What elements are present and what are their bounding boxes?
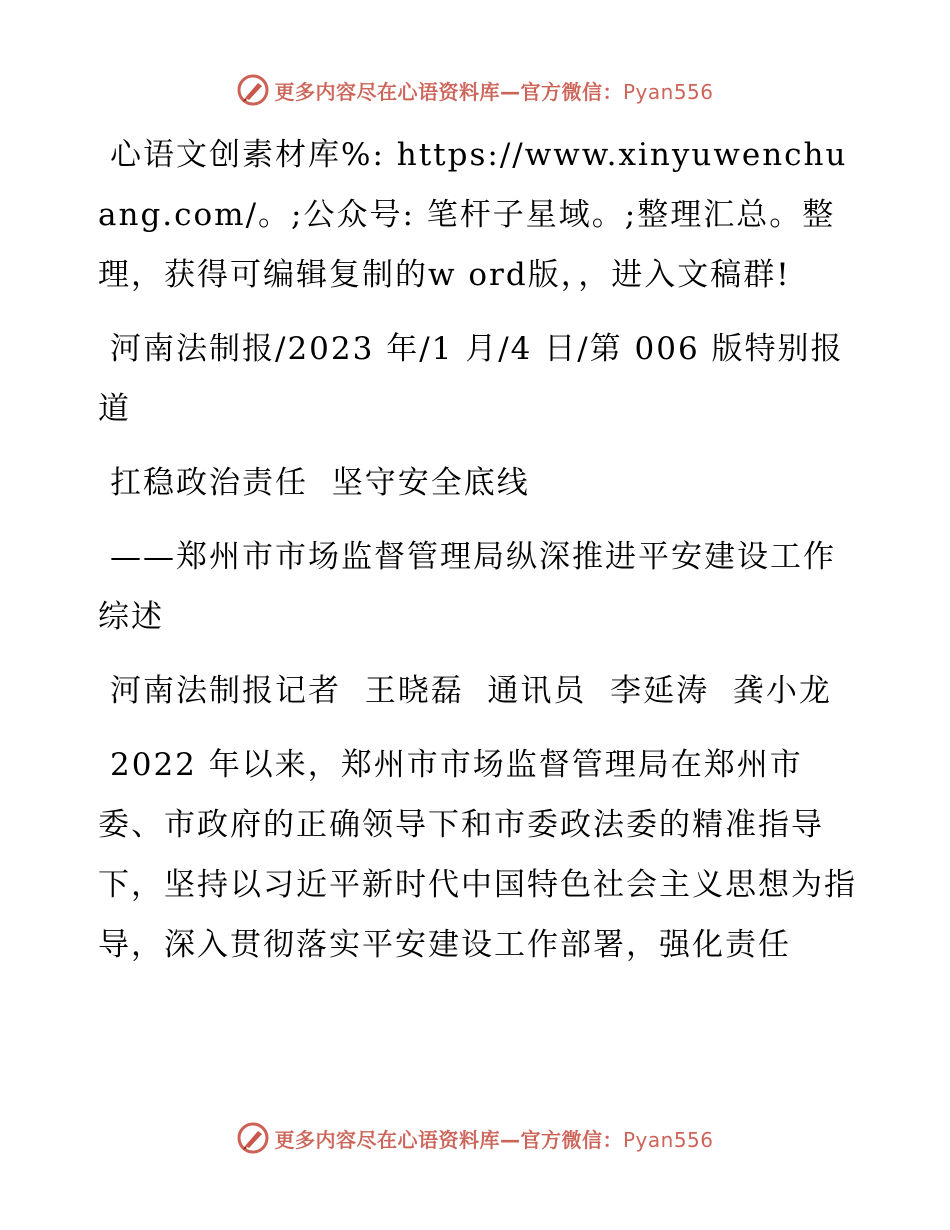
footer-watermark	[0, 1118, 950, 1158]
source-line: 河南法制报/2023 年/1 月/4 日/第 006 版特别报道	[98, 331, 844, 427]
intro-paragraph: 心语文创素材库%: https://www.xinyuwenchuang.com/。;公众号: 笔杆子星域。;整理汇总。整理，获得可编辑复制的w ord版，，进入文稿群!	[98, 137, 848, 293]
article-title: 扛稳政治责任 坚守安全底线	[110, 465, 530, 501]
header-watermark	[0, 70, 950, 110]
document-body	[98, 125, 858, 989]
body-paragraph: 2022 年以来，郑州市市场监督管理局在郑州市委、市政府的正确领导下和市委政法委的精准指导下，坚持以习近平新时代中国特色社会主义思想为指导，深入贯彻落实平安建设工作部署，强化责任	[98, 747, 857, 963]
watermark-text: 更多内容尽在心语资料库—官方微信：Pyan556	[274, 1127, 714, 1152]
pen-circle-logo-icon	[236, 73, 270, 107]
watermark-text: 更多内容尽在心语资料库—官方微信：Pyan556	[274, 79, 714, 104]
pen-circle-logo-icon	[236, 1121, 270, 1155]
article-subtitle: ——郑州市市场监督管理局纵深推进平安建设工作综述	[98, 539, 836, 635]
byline: 河南法制报记者 王晓磊 通讯员 李延涛 龚小龙	[110, 673, 832, 709]
